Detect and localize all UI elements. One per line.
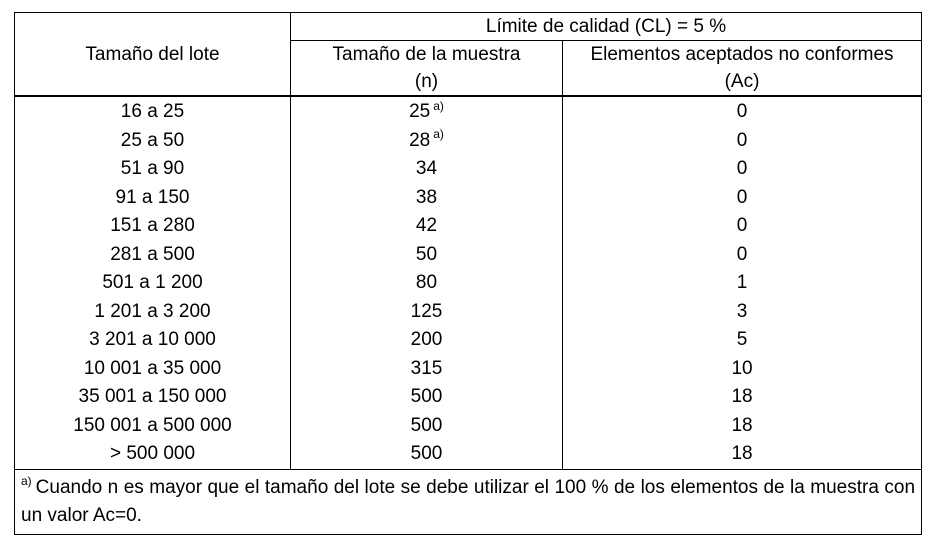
sample-size-cell <box>291 383 563 412</box>
table-row <box>15 269 922 298</box>
sample-size-cell <box>291 96 563 127</box>
accepted-cell: 0 <box>563 127 922 156</box>
sample-size-value: 200 <box>410 329 443 351</box>
accepted-cell: 10 <box>563 355 922 384</box>
accepted-symbol: (Ac) <box>724 71 760 92</box>
sample-size-value: 25 <box>409 101 431 123</box>
sample-size-value: 42 <box>415 215 438 237</box>
lot-size-cell: 51 a 90 <box>15 155 291 184</box>
accepted-cell: 0 <box>563 212 922 241</box>
sample-size-cell <box>291 440 563 469</box>
lot-size-cell: 25 a 50 <box>15 127 291 156</box>
footnote <box>15 469 922 534</box>
footnote-marker: a) <box>21 474 32 489</box>
table-row <box>15 212 922 241</box>
quality-limit-header: Límite de calidad (CL) = 5 % <box>291 13 922 41</box>
accepted-header <box>563 41 922 97</box>
sample-size-cell <box>291 326 563 355</box>
table-body <box>15 96 922 469</box>
sample-size-value: 38 <box>415 186 438 208</box>
accepted-cell: 18 <box>563 383 922 412</box>
table-row <box>15 412 922 441</box>
sample-size-value: 125 <box>410 300 443 322</box>
accepted-cell: 5 <box>563 326 922 355</box>
lot-size-header: Tamaño del lote <box>15 13 291 97</box>
table-row <box>15 127 922 156</box>
accepted-label: Elementos aceptados no conformes <box>590 44 894 65</box>
table-row <box>15 355 922 384</box>
lot-size-cell: 35 001 a 150 000 <box>15 383 291 412</box>
sample-size-cell <box>291 241 563 270</box>
table-header <box>15 13 922 97</box>
table-row <box>15 155 922 184</box>
sample-size-cell <box>291 212 563 241</box>
sample-size-cell <box>291 155 563 184</box>
table-row <box>15 96 922 127</box>
sample-size-cell <box>291 184 563 213</box>
sample-size-value: 80 <box>415 272 438 294</box>
sample-size-value: 28 <box>409 129 431 151</box>
lot-size-cell: 10 001 a 35 000 <box>15 355 291 384</box>
accepted-cell: 0 <box>563 96 922 127</box>
table-footer <box>15 469 922 534</box>
sample-size-value: 315 <box>410 357 443 379</box>
accepted-cell: 0 <box>563 155 922 184</box>
accepted-cell: 1 <box>563 269 922 298</box>
sample-size-symbol: (n) <box>414 71 439 92</box>
sample-size-cell <box>291 412 563 441</box>
sampling-plan-table <box>14 12 922 535</box>
lot-size-cell: 91 a 150 <box>15 184 291 213</box>
accepted-cell: 3 <box>563 298 922 327</box>
sample-size-cell <box>291 298 563 327</box>
sample-size-label: Tamaño de la muestra <box>332 44 521 65</box>
footnote-text: Cuando n es mayor que el tamaño del lote se debe utilizar el 100 % de los elementos de la muestra con un valor Ac=0. <box>21 476 916 526</box>
sample-size-value: 50 <box>415 243 438 265</box>
lot-size-cell: 150 001 a 500 000 <box>15 412 291 441</box>
sample-size-value: 34 <box>415 158 438 180</box>
sample-size-value: 500 <box>410 386 443 408</box>
accepted-cell: 0 <box>563 184 922 213</box>
table-row <box>15 383 922 412</box>
lot-size-cell: > 500 000 <box>15 440 291 469</box>
sample-size-value: 500 <box>410 414 443 436</box>
table-row <box>15 241 922 270</box>
sample-size-cell <box>291 127 563 156</box>
footnote-reference: a) <box>433 98 444 113</box>
footnote-reference: a) <box>433 127 444 142</box>
accepted-cell: 18 <box>563 440 922 469</box>
accepted-cell: 18 <box>563 412 922 441</box>
sampling-table-page <box>14 12 921 535</box>
lot-size-cell: 151 a 280 <box>15 212 291 241</box>
table-row <box>15 184 922 213</box>
lot-size-cell: 281 a 500 <box>15 241 291 270</box>
lot-size-cell: 501 a 1 200 <box>15 269 291 298</box>
lot-size-cell: 1 201 a 3 200 <box>15 298 291 327</box>
lot-size-cell: 3 201 a 10 000 <box>15 326 291 355</box>
table-row <box>15 440 922 469</box>
table-row <box>15 326 922 355</box>
sample-size-value: 500 <box>410 443 443 465</box>
sample-size-cell <box>291 355 563 384</box>
sample-size-header <box>291 41 563 97</box>
lot-size-cell: 16 a 25 <box>15 96 291 127</box>
sample-size-cell <box>291 269 563 298</box>
table-row <box>15 298 922 327</box>
accepted-cell: 0 <box>563 241 922 270</box>
